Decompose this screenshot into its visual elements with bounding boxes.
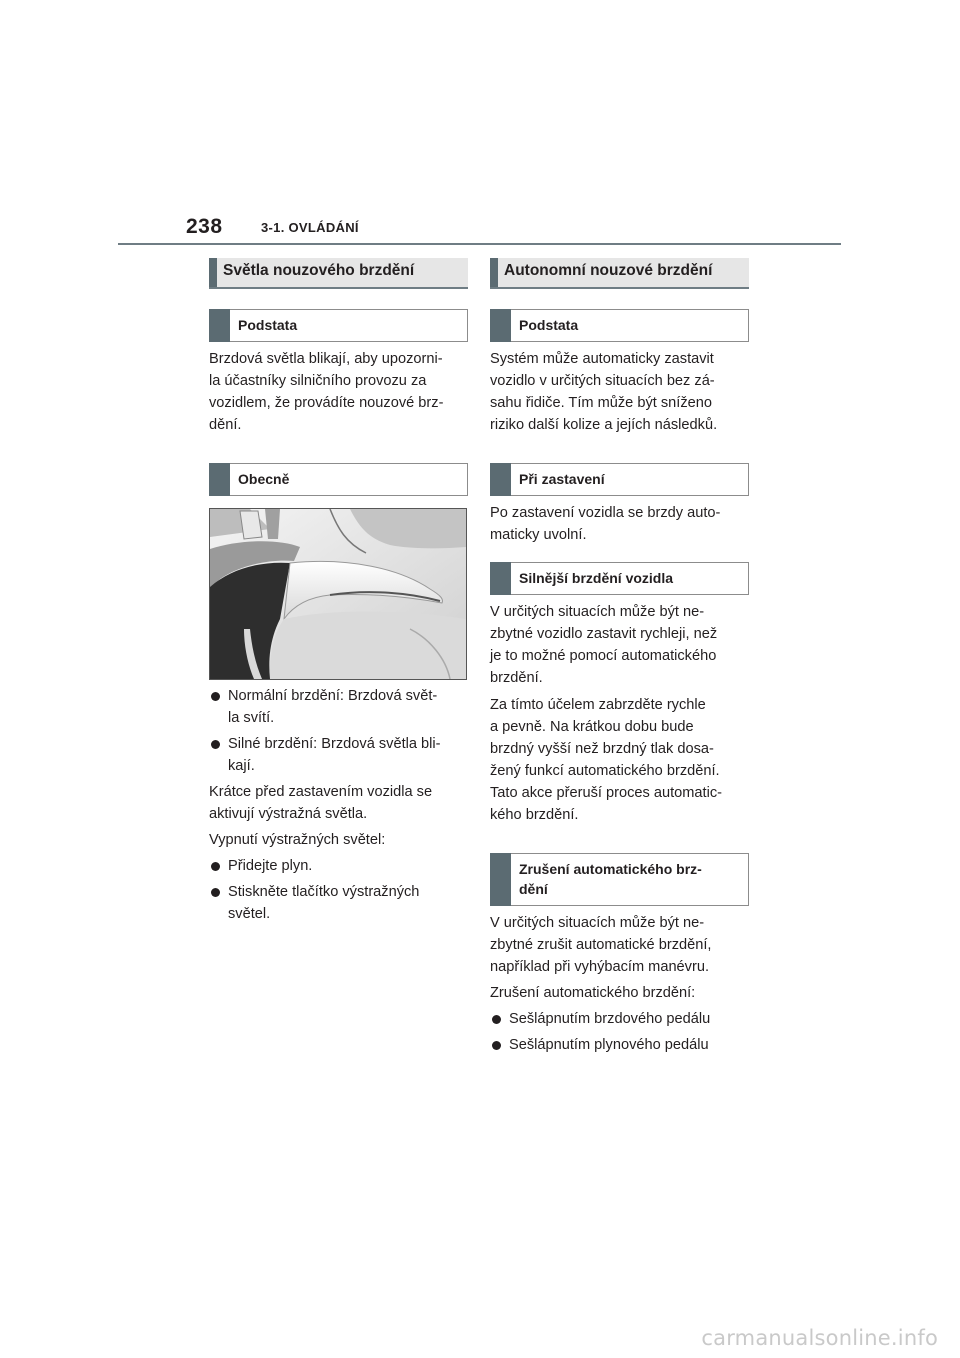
list-item: Přidejte plyn.: [209, 855, 468, 877]
section-title-emergency-brake-lights: Světla nouzového brzdění: [209, 258, 468, 289]
subheading-pri-zastaveni: Při zastavení: [490, 463, 749, 496]
page-number: 238: [186, 215, 223, 238]
list-item: Silné brzdění: Brzdová světla bli- kají.: [209, 733, 468, 777]
subheading-zruseni: Zrušení automatického brz- dění: [490, 853, 749, 906]
bullet-list-right: [490, 1008, 749, 1056]
bullet-icon: [211, 888, 220, 897]
brake-light-drawing: [210, 509, 466, 679]
text-turn-off-hazard: Vypnutí výstražných světel:: [209, 832, 386, 848]
subheading-obecne: Obecně: [209, 463, 468, 496]
brake-light-illustration: [209, 508, 467, 680]
bullet-icon: [211, 862, 220, 871]
header-rule: [118, 243, 841, 245]
bullet-icon: [211, 740, 220, 749]
watermark: carmanualsonline.info: [701, 1326, 938, 1350]
right-column: [490, 258, 749, 1056]
podstata-text-left: Brzdová světla blikají, aby upozorni- la účastníky silničního provozu za vozidlem, že provádíte nouzové brz- dění.: [209, 351, 444, 433]
list-item: Sešlápnutím brzdového pedálu: [490, 1008, 749, 1030]
cancel-text: V určitých situacích může být ne- zbytné zrušit automatické brzdění, například při vyhýbacím manévru.: [490, 915, 712, 975]
bullet-list-2: [209, 855, 468, 925]
bullet-icon: [492, 1015, 501, 1024]
stop-text: Po zastavení vozidla se brzdy auto- maticky uvolní.: [490, 505, 721, 543]
chapter-title: 3-1. OVLÁDÁNÍ: [261, 220, 359, 235]
bullet-icon: [211, 692, 220, 701]
subheading-podstata-right: Podstata: [490, 309, 749, 342]
subheading-silnejsi-brzdeni: Silnější brzdění vozidla: [490, 562, 749, 595]
list-item: Normální brzdění: Brzdová svět- la svítí.: [209, 685, 468, 729]
podstata-text-right: Systém může automaticky zastavit vozidlo v určitých situacích bez zá- sahu řidiče. Tím může být sníženo riziko další kolize a jejích následků.: [490, 351, 718, 433]
subheading-podstata-left: Podstata: [209, 309, 468, 342]
stronger-text-1: V určitých situacích může být ne- zbytné vozidlo zastavit rychleji, než je to možné pomocí automatického brzdění.: [490, 604, 718, 686]
list-item: Sešlápnutím plynového pedálu: [490, 1034, 749, 1056]
left-column: [209, 258, 468, 925]
section-title-autonomous-braking: Autonomní nouzové brzdění: [490, 258, 749, 289]
bullet-icon: [492, 1041, 501, 1050]
stronger-text-2: Za tímto účelem zabrzděte rychle a pevně. Na krátkou dobu bude brzdný vyšší než brzdný tlak dosa- žený funkcí automatického brzdění. Tato akce přeruší proces automatic- kého brzdění.: [490, 697, 722, 823]
cancel-how: Zrušení automatického brzdění:: [490, 985, 696, 1001]
text-before-stop: Krátce před zastavením vozidla se aktivují výstražná světla.: [209, 784, 433, 822]
bullet-list-1: [209, 685, 468, 777]
list-item: Stiskněte tlačítko výstražných světel.: [209, 881, 468, 925]
